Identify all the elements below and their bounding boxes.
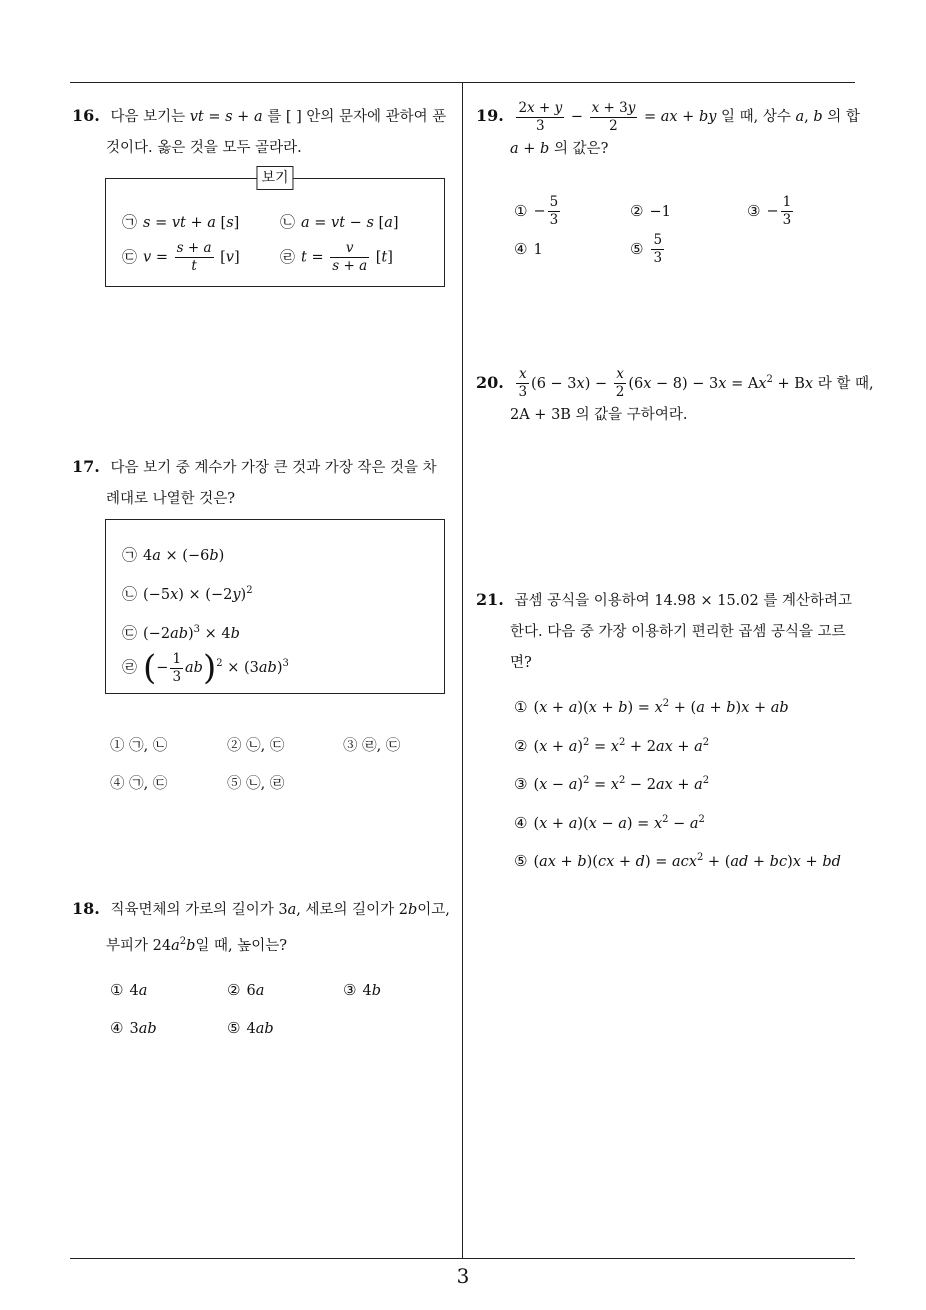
question-text: 면? xyxy=(510,655,532,671)
question-text: 다음 보기는 xyxy=(110,109,186,125)
question-text: 것이다. 옳은 것을 모두 골라라. xyxy=(106,140,302,156)
choice-3[interactable]: ③ − $\frac{1}{3}$ xyxy=(747,194,792,228)
choice-4[interactable]: ④ 3ab xyxy=(110,1019,157,1037)
example-item: ㉡ a = vt − s [a] xyxy=(280,213,399,231)
question-17 xyxy=(72,451,457,515)
question-text: 이고, xyxy=(417,902,450,918)
example-box-16 xyxy=(105,170,445,287)
box-title: 보기 xyxy=(256,166,293,190)
question-21: 21. 곱셈 공식을 이용하여 14.98 × 15.02 를 계산하려고 한다. 다음 중 가장 이용하기 편리한 곱셈 공식을 고르 면? xyxy=(476,584,861,679)
page-number: 3 xyxy=(456,1264,470,1288)
choice-2[interactable]: ② ㉡, ㉢ xyxy=(227,738,285,754)
question-text: 의 합 xyxy=(827,109,860,125)
choice-2[interactable]: ② $(x + a)^2 = x^2 + 2ax + a^2$ xyxy=(514,737,710,755)
question-19: 19. $\frac{2x + y}{3}$ − $\frac{x + 3y}{2}$ = ax + by 일 때, 상수 a, b 의 합 a + b 의 값은? xyxy=(476,99,860,157)
choice-4[interactable]: ④ 1 xyxy=(514,240,543,258)
question-number: 19. xyxy=(476,106,504,125)
example-item: ㉢ $(-2ab)^3 \times 4b$ xyxy=(122,624,240,642)
choice-1[interactable]: ① ㉠, ㉡ xyxy=(110,738,168,754)
question-text: 다음 보기 중 계수가 가장 큰 것과 가장 작은 것을 차 xyxy=(110,460,437,476)
question-text: 례대로 나열한 것은? xyxy=(106,491,236,507)
question-text: 직육면체의 가로의 길이가 xyxy=(110,902,274,918)
question-text: 일 때, 높이는? xyxy=(195,937,288,954)
choice-1[interactable]: ① 4a xyxy=(110,981,148,999)
choice-3[interactable]: ③ $(x - a)^2 = x^2 - 2ax + a^2$ xyxy=(514,775,710,793)
question-number: 17. xyxy=(72,457,100,476)
question-text: 의 값은? xyxy=(553,140,609,157)
question-number: 20. xyxy=(476,372,504,392)
question-text: 를 [ ] 안의 문자에 관하여 푼 xyxy=(267,109,447,125)
question-text: 라 할 때, xyxy=(817,375,874,392)
choice-2[interactable]: ② −1 xyxy=(630,202,671,220)
choice-5[interactable]: ⑤ $\frac{5}{3}$ xyxy=(630,232,663,266)
choice-4[interactable]: ④ $(x + a)(x - a) = x^2 - a^2$ xyxy=(514,814,705,832)
question-18: 18. 직육면체의 가로의 길이가 3a, 세로의 길이가 2b이고, 부피가 $24a^2b$일 때, 높이는? xyxy=(72,899,450,954)
choice-3[interactable]: ③ ㉣, ㉢ xyxy=(343,738,401,754)
example-item: ㉢ v = $\frac{s + a}{t}$ [v] xyxy=(122,240,240,274)
question-text: 부피가 xyxy=(106,937,149,954)
question-20: 20. $\frac{x}{3}$ (6 − 3x) − $\frac{x}{2}$ $(6x - 8) - 3x = Ax^2 + Bx$ 라 할 때, 2A + 3B 의 값을 구하여라. xyxy=(476,366,874,424)
choice-5[interactable]: ⑤ (ax + b)(cx + d) = acx$^2$ + (ad + bc)x + bd xyxy=(514,852,841,870)
question-text: 한다. 다음 중 가장 이용하기 편리한 곱셈 공식을 고르 xyxy=(510,624,846,640)
example-item: ㉣ (− $\frac{1}{3}$ $ab)^2 \times (3ab)^3$ xyxy=(122,648,289,688)
question-text: 의 값을 구하여라. xyxy=(575,407,688,424)
choice-1[interactable]: ① $(x + a)(x + b) = x^2 + (a + b)x$ + ab xyxy=(514,698,789,716)
choice-2[interactable]: ② 6a xyxy=(227,981,265,999)
question-text: 일 때, 상수 xyxy=(721,109,791,125)
example-item: ㉣ t = $\frac{v}{s + a}$ [t] xyxy=(280,240,393,274)
question-text: 를 계산하려고 xyxy=(763,593,852,609)
question-number: 18. xyxy=(72,899,100,918)
choice-3[interactable]: ③ 4b xyxy=(343,981,381,999)
choice-4[interactable]: ④ ㉠, ㉢ xyxy=(110,776,168,792)
example-item: ㉠ 4a × (−6b) xyxy=(122,546,225,564)
column-divider xyxy=(462,83,463,1259)
question-number: 16. xyxy=(72,106,100,125)
choice-5[interactable]: ⑤ 4ab xyxy=(227,1019,274,1037)
example-item: ㉡ $(-5x) \times (-2y)^2$ xyxy=(122,585,253,603)
question-16: 16. 다음 보기는 vt = s + a 를 [ ] 안의 문자에 관하여 푼 것이다. 옳은 것을 모두 골라라. xyxy=(72,100,457,164)
choice-1[interactable]: ① − $\frac{5}{3}$ xyxy=(514,194,559,228)
question-text: 곱셈 공식을 이용하여 xyxy=(514,593,650,609)
question-text: , xyxy=(804,109,809,125)
question-number: 21. xyxy=(476,590,504,609)
choice-5[interactable]: ⑤ ㉡, ㉣ xyxy=(227,776,285,792)
example-box-17 xyxy=(105,519,445,694)
example-item: ㉠ s = vt + a [s] xyxy=(122,213,240,231)
question-text: , 세로의 길이가 xyxy=(296,902,395,918)
